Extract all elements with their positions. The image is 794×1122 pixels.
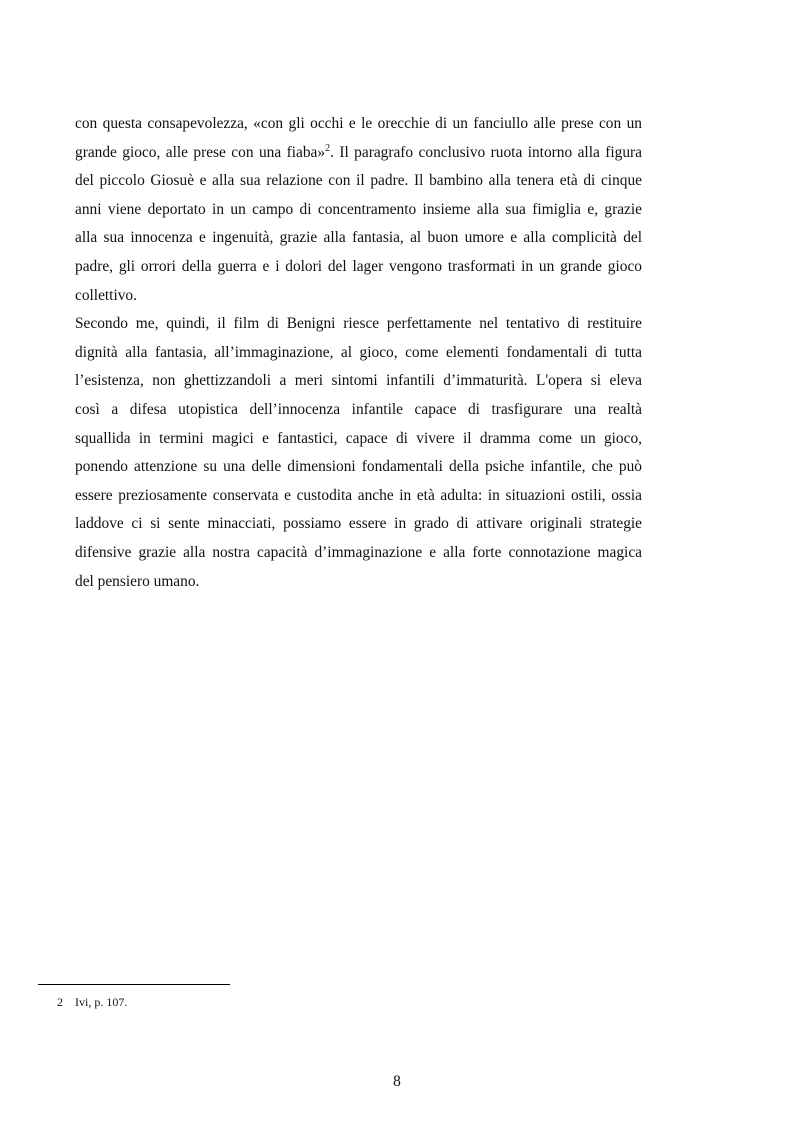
text-line: padre, gli orrori della guerra e i dolori del lager vengono trasformati in un grande gioco xyxy=(75,257,642,275)
text-line: con questa consapevolezza, «con gli occhi e le orecchie di un fanciullo alle prese con un xyxy=(75,115,642,132)
text-line: dignità alla fantasia, all’immaginazione, al gioco, come elementi fondamentali di tutta xyxy=(75,343,642,361)
footnote-separator xyxy=(38,984,230,985)
footnote-text: Ivi, p. 107. xyxy=(75,995,128,1009)
text-line: essere preziosamente conservata e custodita anche in età adulta: in situazioni ostili, ossia xyxy=(75,486,642,504)
text-line: del piccolo Giosuè e alla sua relazione con il padre. Il bambino alla tenera età di cinque xyxy=(75,172,642,190)
footnote xyxy=(57,994,127,1010)
text-line: del pensiero umano. xyxy=(75,572,200,590)
text-segment: grande gioco, alle prese con una fiaba» xyxy=(75,143,326,161)
text-line: Secondo me, quindi, il film di Benigni riesce perfettamente nel tentativo di restituire xyxy=(75,315,642,333)
text-segment: . Il paragrafo conclusivo ruota intorno alla figura xyxy=(330,143,642,161)
text-line: anni viene deportato in un campo di concentramento insieme alla sua fimiglia e, grazie xyxy=(75,200,642,218)
text-line: laddove ci si sente minacciati, possiamo essere in grado di attivare originali strategie xyxy=(75,515,642,533)
text-line: alla sua innocenza e ingenuità, grazie alla fantasia, al buon umore e alla complicità del xyxy=(75,229,642,247)
body-text xyxy=(75,110,642,596)
text-line: l’esistenza, non ghettizzandoli a meri sintomi infantili d’immaturità. L'opera si eleva xyxy=(75,372,642,390)
text-line: squallida in termini magici e fantastici, capace di vivere il dramma come un gioco, xyxy=(75,429,642,447)
text-line: così a difesa utopistica dell’innocenza infantile capace di trasfigurare una realtà xyxy=(75,400,642,418)
footnote-number: 2 xyxy=(57,995,63,1009)
page-number: 8 xyxy=(393,1073,401,1090)
text-line: ponendo attenzione su una delle dimensioni fondamentali della psiche infantile, che può xyxy=(75,458,642,476)
text-line: difensive grazie alla nostra capacità d’immaginazione e alla forte connotazione magica xyxy=(75,543,642,561)
text-line xyxy=(75,139,642,168)
footnote-reference: 2 xyxy=(325,142,331,154)
text-line: collettivo. xyxy=(75,286,137,304)
